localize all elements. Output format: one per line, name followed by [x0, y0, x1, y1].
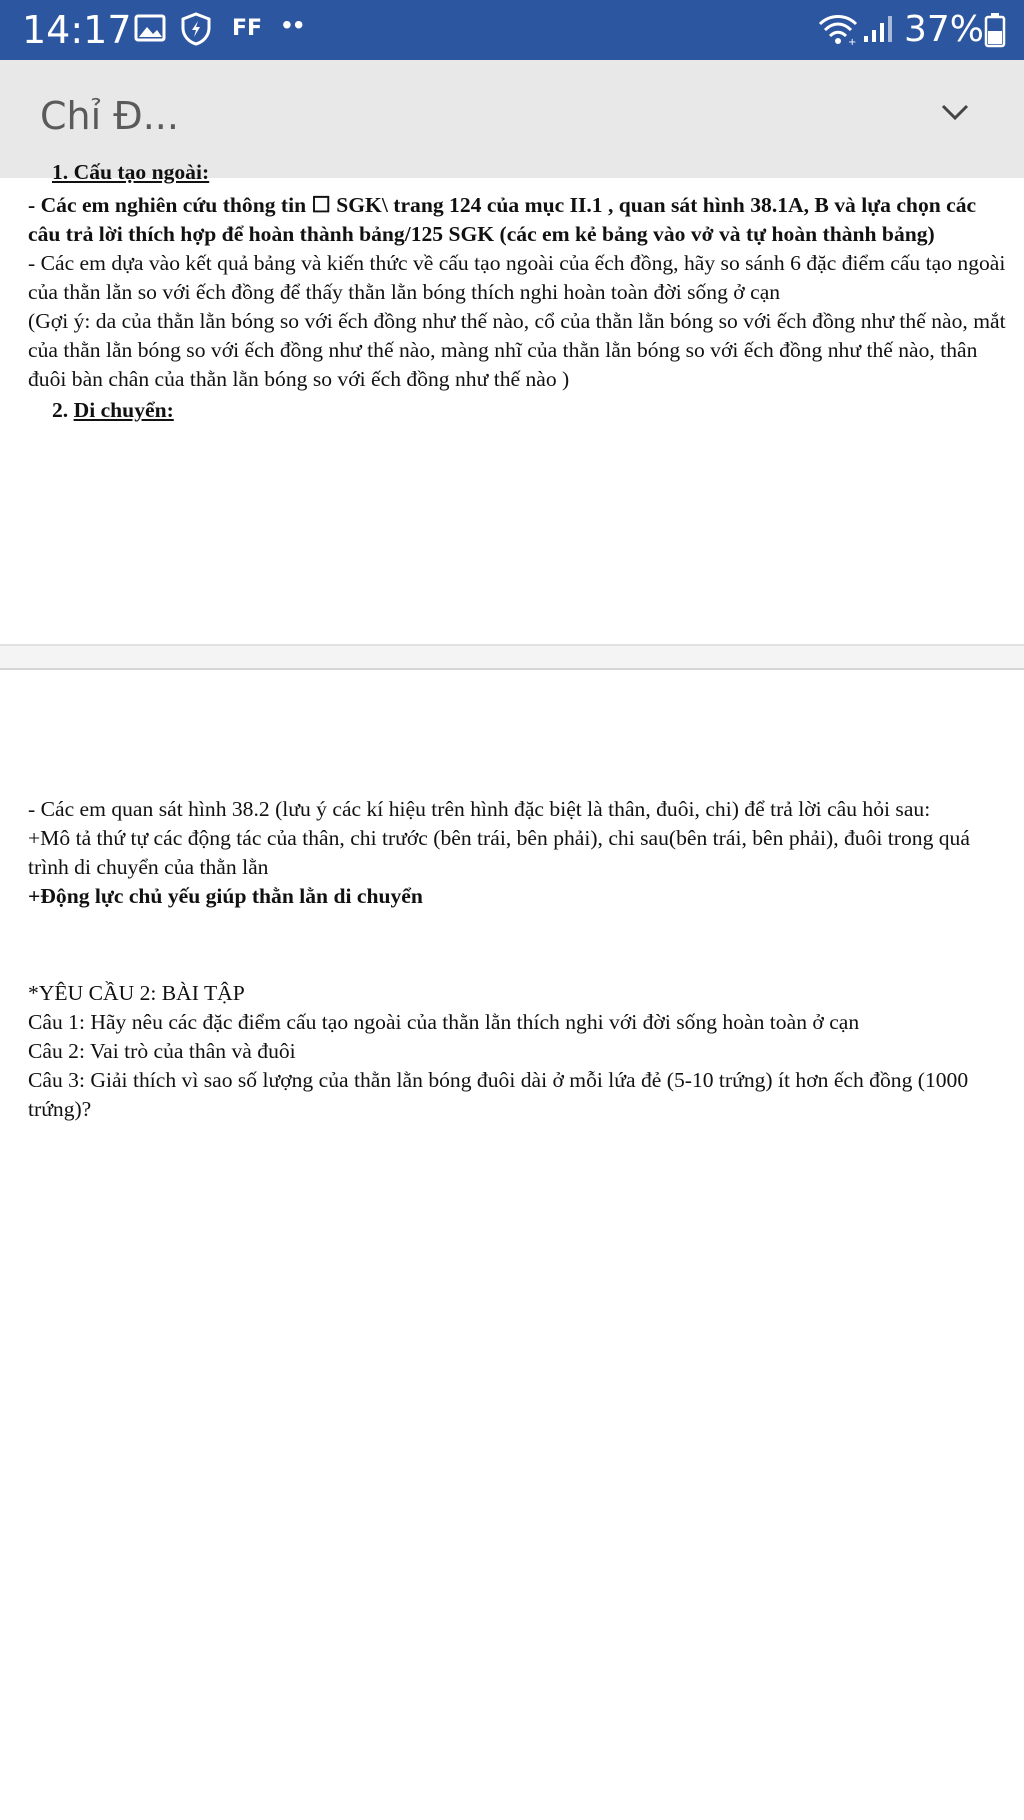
image-icon: [134, 14, 166, 47]
battery-percentage: 37%: [904, 9, 985, 50]
page-gap: [0, 646, 1024, 668]
page-divider: [0, 668, 1024, 670]
paragraph-instruction-1: - Các em nghiên cứu thông tin ☐ SGK\ trang 124 của mục II.1 , quan sát hình 38.1A, B và lựa chọn các câu trả lời thích hợp để hoàn thành bảng/125 SGK (các em kẻ bảng vào vở và tự hoàn thành bảng): [28, 193, 977, 246]
wifi-icon: [818, 12, 858, 51]
document-title: Chỉ Đ...: [40, 94, 179, 138]
chevron-down-icon[interactable]: [940, 102, 970, 127]
question-3: Câu 3: Giải thích vì sao số lượng của thằn lằn bóng đuôi dài ở mỗi lứa đẻ (5-10 trứng) ít hơn ếch đồng (1000 trứng)?: [28, 1068, 969, 1121]
paragraph-describe: +Mô tả thứ tự các động tác của thân, chi trước (bên trái, bên phải), chi sau(bên trái, bên phải), đuôi trong quá trình di chuyển của thằn lằn: [28, 826, 970, 879]
question-1: Câu 1: Hãy nêu các đặc điểm cấu tạo ngoài của thằn lằn thích nghi với đời sống hoàn toàn ở cạn: [28, 1010, 860, 1034]
signal-icon: [862, 14, 896, 49]
document-page-1: [28, 160, 1008, 425]
paragraph-hint: (Gợi ý: da của thằn lằn bóng so với ếch đồng như thế nào, cổ của thằn lằn bóng so với ếch đồng như thế nào, mắt của thằn lằn bóng so với ếch đồng như thế nào, màng nhĩ của thằn lằn bóng so với ếch đồng như thế nào, thân đuôi bàn chân của thằn lằn bóng so với ếch đồng như thế nào ): [28, 309, 1006, 391]
exercise-heading: *YÊU CẦU 2: BÀI TẬP: [28, 981, 245, 1005]
svg-text:+: +: [848, 37, 857, 48]
document-page-2: [28, 795, 1008, 1124]
section-heading-di-chuyen: 2. Di chuyển:: [52, 398, 174, 422]
paragraph-observe: - Các em quan sát hình 38.2 (lưu ý các kí hiệu trên hình đặc biệt là thân, đuôi, chi) để trả lời câu hỏi sau:: [28, 797, 931, 821]
status-more-dots: ••: [282, 9, 306, 40]
section-heading-cau-tao-ngoai: 1. Cấu tạo ngoài:: [52, 160, 210, 184]
status-indicator-ff: FF: [232, 16, 263, 41]
shield-icon: [180, 12, 212, 51]
status-bar: [0, 0, 1024, 60]
status-time: 14:17: [22, 8, 132, 52]
question-2: Câu 2: Vai trò của thân và đuôi: [28, 1039, 296, 1063]
battery-icon: [984, 12, 1006, 53]
paragraph-motive: +Động lực chủ yếu giúp thằn lằn di chuyển: [28, 884, 423, 908]
paragraph-instruction-2: - Các em dựa vào kết quả bảng và kiến thức về cấu tạo ngoài của ếch đồng, hãy so sánh 6 đặc điểm cấu tạo ngoài của thằn lằn so với ếch đồng để thấy thằn lằn bóng thích nghi hoàn toàn đời sống ở cạn: [28, 251, 1006, 304]
